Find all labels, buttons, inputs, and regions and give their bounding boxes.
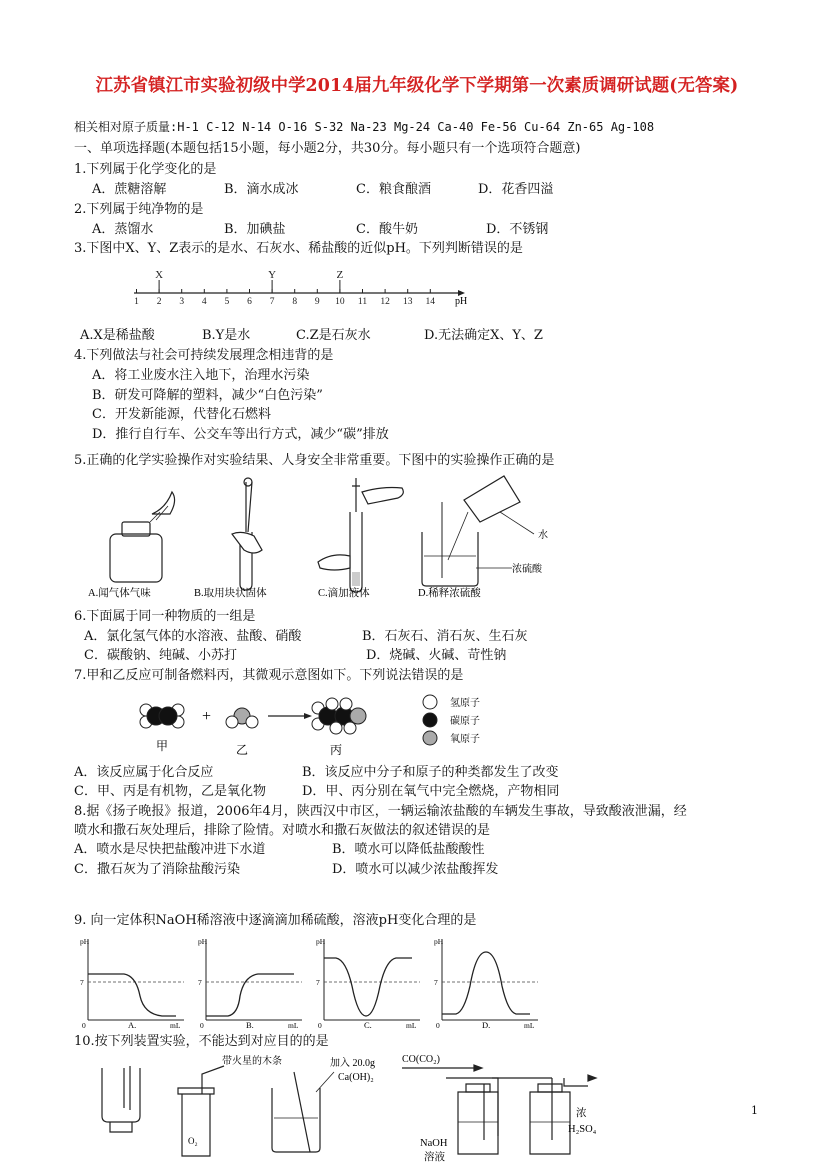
q5-caption-c: C.滴加液体	[318, 588, 370, 599]
q6-option-d: D．烧碱、火碱、苛性钠	[366, 648, 507, 663]
q10-label-o2: O₂	[188, 1136, 198, 1146]
q8-option-a: A．喷水是尽快把盐酸冲进下水道	[74, 842, 266, 857]
q1-option-d: D．花香四溢	[478, 182, 554, 197]
q2-option-a: A．蒸馏水	[92, 222, 154, 237]
q9-seven-label: 7	[80, 978, 84, 987]
page-title: 江苏省镇江市实验初级中学2014届九年级化学下学期第一次素质调研试题(无答案)	[95, 76, 739, 96]
q7-option-b: B．该反应中分子和原子的种类都发生了改变	[302, 765, 559, 780]
section-heading: 一、单项选择题(本题包括15小题，每小题2分，共30分。每小题只有一个选项符合题意)	[74, 141, 581, 156]
atomic-masses: 相关相对原子质量:H-1 C-12 N-14 O-16 S-32 Na-23 Mg-24 Ca-40 Fe-56 Cu-64 Zn-65 Ag-108	[74, 120, 655, 134]
ph-tick-label: 4	[201, 297, 207, 307]
q9-seven-label: 7	[434, 978, 438, 987]
q2-option-c: C．酸牛奶	[356, 222, 418, 237]
q8-stem-line1: 8.据《扬子晚报》报道，2006年4月，陕西汉中市区，一辆运输浓盐酸的车辆发生事故，导致酸液泄漏，经	[74, 804, 687, 819]
q10-label-add1: 加入 20.0g	[330, 1058, 375, 1069]
ph-marker-z: Z	[336, 269, 344, 281]
ph-tick-label: 14	[425, 297, 436, 307]
q9-panel-c	[316, 937, 420, 1028]
q10-label-add2: Ca(OH)₂	[338, 1072, 374, 1083]
q8-stem-line2: 喷水和撒石灰处理后，排除了险情。对喷水和撒石灰做法的叙述错误的是	[74, 823, 491, 838]
q4-option-b: B．研发可降解的塑料，减少“白色污染”	[92, 388, 323, 403]
ph-tick-label: 11	[357, 297, 368, 307]
q1-option-b: B．滴水成冰	[224, 182, 299, 197]
q7-stem: 7.甲和乙反应可制备燃料丙，其微观示意图如下。下列说法错误的是	[74, 668, 464, 683]
q5-caption-b: B.取用块状固体	[194, 588, 267, 599]
q10-label-conc: 浓	[576, 1108, 587, 1119]
q3-option-c: C.Z是石灰水	[296, 328, 371, 343]
ph-tick-label: 13	[402, 297, 413, 307]
page-number: 1	[751, 1104, 758, 1117]
q10-label-gas: CO(CO₂)	[402, 1054, 440, 1065]
q7-plus-sign: +	[202, 708, 212, 725]
q3-option-b: B.Y是水	[202, 328, 251, 343]
q7-label-bing: 丙	[330, 743, 343, 757]
q7-option-c: C．甲、丙是有机物，乙是氧化物	[74, 784, 266, 799]
q9-seven-label: 7	[198, 978, 202, 987]
ph-unit-label: pH	[455, 296, 468, 307]
q9-ylabel: pH	[80, 937, 90, 946]
q7-legend-o: 氧原子	[450, 734, 480, 745]
q5-lab-operations-figure	[82, 472, 582, 602]
q9-panel-b	[198, 937, 302, 1028]
q9-xlabel: mL	[170, 1021, 181, 1028]
q1-stem: 1.下列属于化学变化的是	[74, 162, 217, 177]
ph-tick-label: 5	[224, 297, 230, 307]
q2-option-b: B．加碘盐	[224, 222, 286, 237]
q5-caption-d: D.稀释浓硫酸	[418, 588, 481, 599]
q1-option-a: A．蔗糖溶解	[92, 182, 167, 197]
ph-marker-y: Y	[268, 269, 277, 281]
q1-option-c: C．粮食酿酒	[356, 182, 431, 197]
q10-label-h2so4: H₂SO₄	[568, 1124, 597, 1135]
ph-marker-x: X	[155, 269, 164, 281]
q5-stem: 5.正确的化学实验操作对实验结果、人身安全非常重要。下图中的实验操作正确的是	[74, 453, 555, 468]
q8-option-c: C．撒石灰为了消除盐酸污染	[74, 862, 240, 877]
q10-stem: 10.按下列装置实验，不能达到对应目的的是	[74, 1034, 329, 1049]
q4-option-c: C．开发新能源，代替化石燃料	[92, 407, 271, 422]
ph-tick-label: 12	[380, 297, 390, 307]
ph-tick-label: 9	[314, 297, 320, 307]
q9-xlabel: mL	[524, 1021, 535, 1028]
q5-label-water: 水	[538, 530, 548, 541]
q7-option-d: D．甲、丙分别在氧气中完全燃烧，产物相同	[302, 784, 560, 799]
ph-tick-label: 8	[292, 297, 298, 307]
q9-ph-graphs	[80, 936, 550, 1028]
q9-xlabel: mL	[288, 1021, 299, 1028]
q3-stem: 3.下图中X、Y、Z表示的是水、石灰水、稀盐酸的近似pH。下列判断错误的是	[74, 241, 523, 256]
q9-zero-label: 0	[82, 1021, 86, 1028]
q2-option-d: D．不锈钢	[486, 222, 549, 237]
q7-legend-h: 氢原子	[450, 698, 480, 709]
q9-zero-label: 0	[200, 1021, 204, 1028]
q9-caption: B.	[246, 1020, 254, 1028]
ph-tick-label: 2	[156, 297, 162, 307]
q7-label-jia: 甲	[156, 739, 169, 753]
q5-label-acid: 浓硫酸	[512, 564, 542, 575]
q8-option-b: B．喷水可以降低盐酸酸性	[332, 842, 485, 857]
q7-option-a: A．该反应属于化合反应	[74, 765, 214, 780]
ph-tick-label: 7	[269, 297, 275, 307]
q10-label-sol: 溶液	[424, 1152, 445, 1163]
q9-ylabel: pH	[198, 937, 208, 946]
q10-apparatus-figure	[94, 1052, 614, 1164]
q10-label-naoh: NaOH	[420, 1138, 448, 1149]
ph-tick-label: 1	[134, 297, 139, 307]
q9-panel-d	[434, 937, 538, 1028]
q9-zero-label: 0	[436, 1021, 440, 1028]
q6-option-c: C．碳酸钠、纯碱、小苏打	[84, 648, 237, 663]
q10-label-splint: 带火星的木条	[222, 1056, 282, 1067]
q6-option-a: A．氯化氢气体的水溶液、盐酸、硝酸	[84, 629, 302, 644]
q3-option-a: A.X是稀盐酸	[80, 328, 155, 343]
q7-label-yi: 乙	[236, 743, 249, 757]
q9-panel-a	[80, 937, 184, 1028]
q6-stem: 6.下面属于同一种物质的一组是	[74, 609, 256, 624]
q9-caption: C.	[364, 1020, 372, 1028]
q9-seven-label: 7	[316, 978, 320, 987]
q9-ylabel: pH	[316, 937, 326, 946]
q3-option-d: D.无法确定X、Y、Z	[424, 328, 543, 343]
q7-legend-c: 碳原子	[450, 716, 480, 727]
q9-zero-label: 0	[318, 1021, 322, 1028]
q9-caption: D.	[482, 1020, 491, 1028]
q4-stem: 4.下列做法与社会可持续发展理念相违背的是	[74, 348, 334, 363]
ph-tick-label: 6	[247, 297, 252, 307]
q5-caption-a: A.闻气体气味	[88, 588, 151, 599]
q9-stem: 9. 向一定体积NaOH稀溶液中逐滴滴加稀硫酸，溶液pH变化合理的是	[74, 913, 477, 928]
ph-tick-label: 3	[179, 297, 185, 307]
ph-tick-label: 10	[335, 297, 345, 307]
ph-scale-diagram	[120, 262, 480, 310]
q6-option-b: B．石灰石、消石灰、生石灰	[362, 629, 528, 644]
q9-caption: A.	[128, 1020, 137, 1028]
q4-option-a: A．将工业废水注入地下，治理水污染	[92, 368, 310, 383]
q9-xlabel: mL	[406, 1021, 417, 1028]
q7-molecular-diagram	[132, 690, 512, 760]
q2-stem: 2.下列属于纯净物的是	[74, 202, 204, 217]
q8-option-d: D．喷水可以减少浓盐酸挥发	[332, 862, 499, 877]
q9-ylabel: pH	[434, 937, 444, 946]
q4-option-d: D．推行自行车、公交车等出行方式，减少“碳”排放	[92, 427, 389, 442]
